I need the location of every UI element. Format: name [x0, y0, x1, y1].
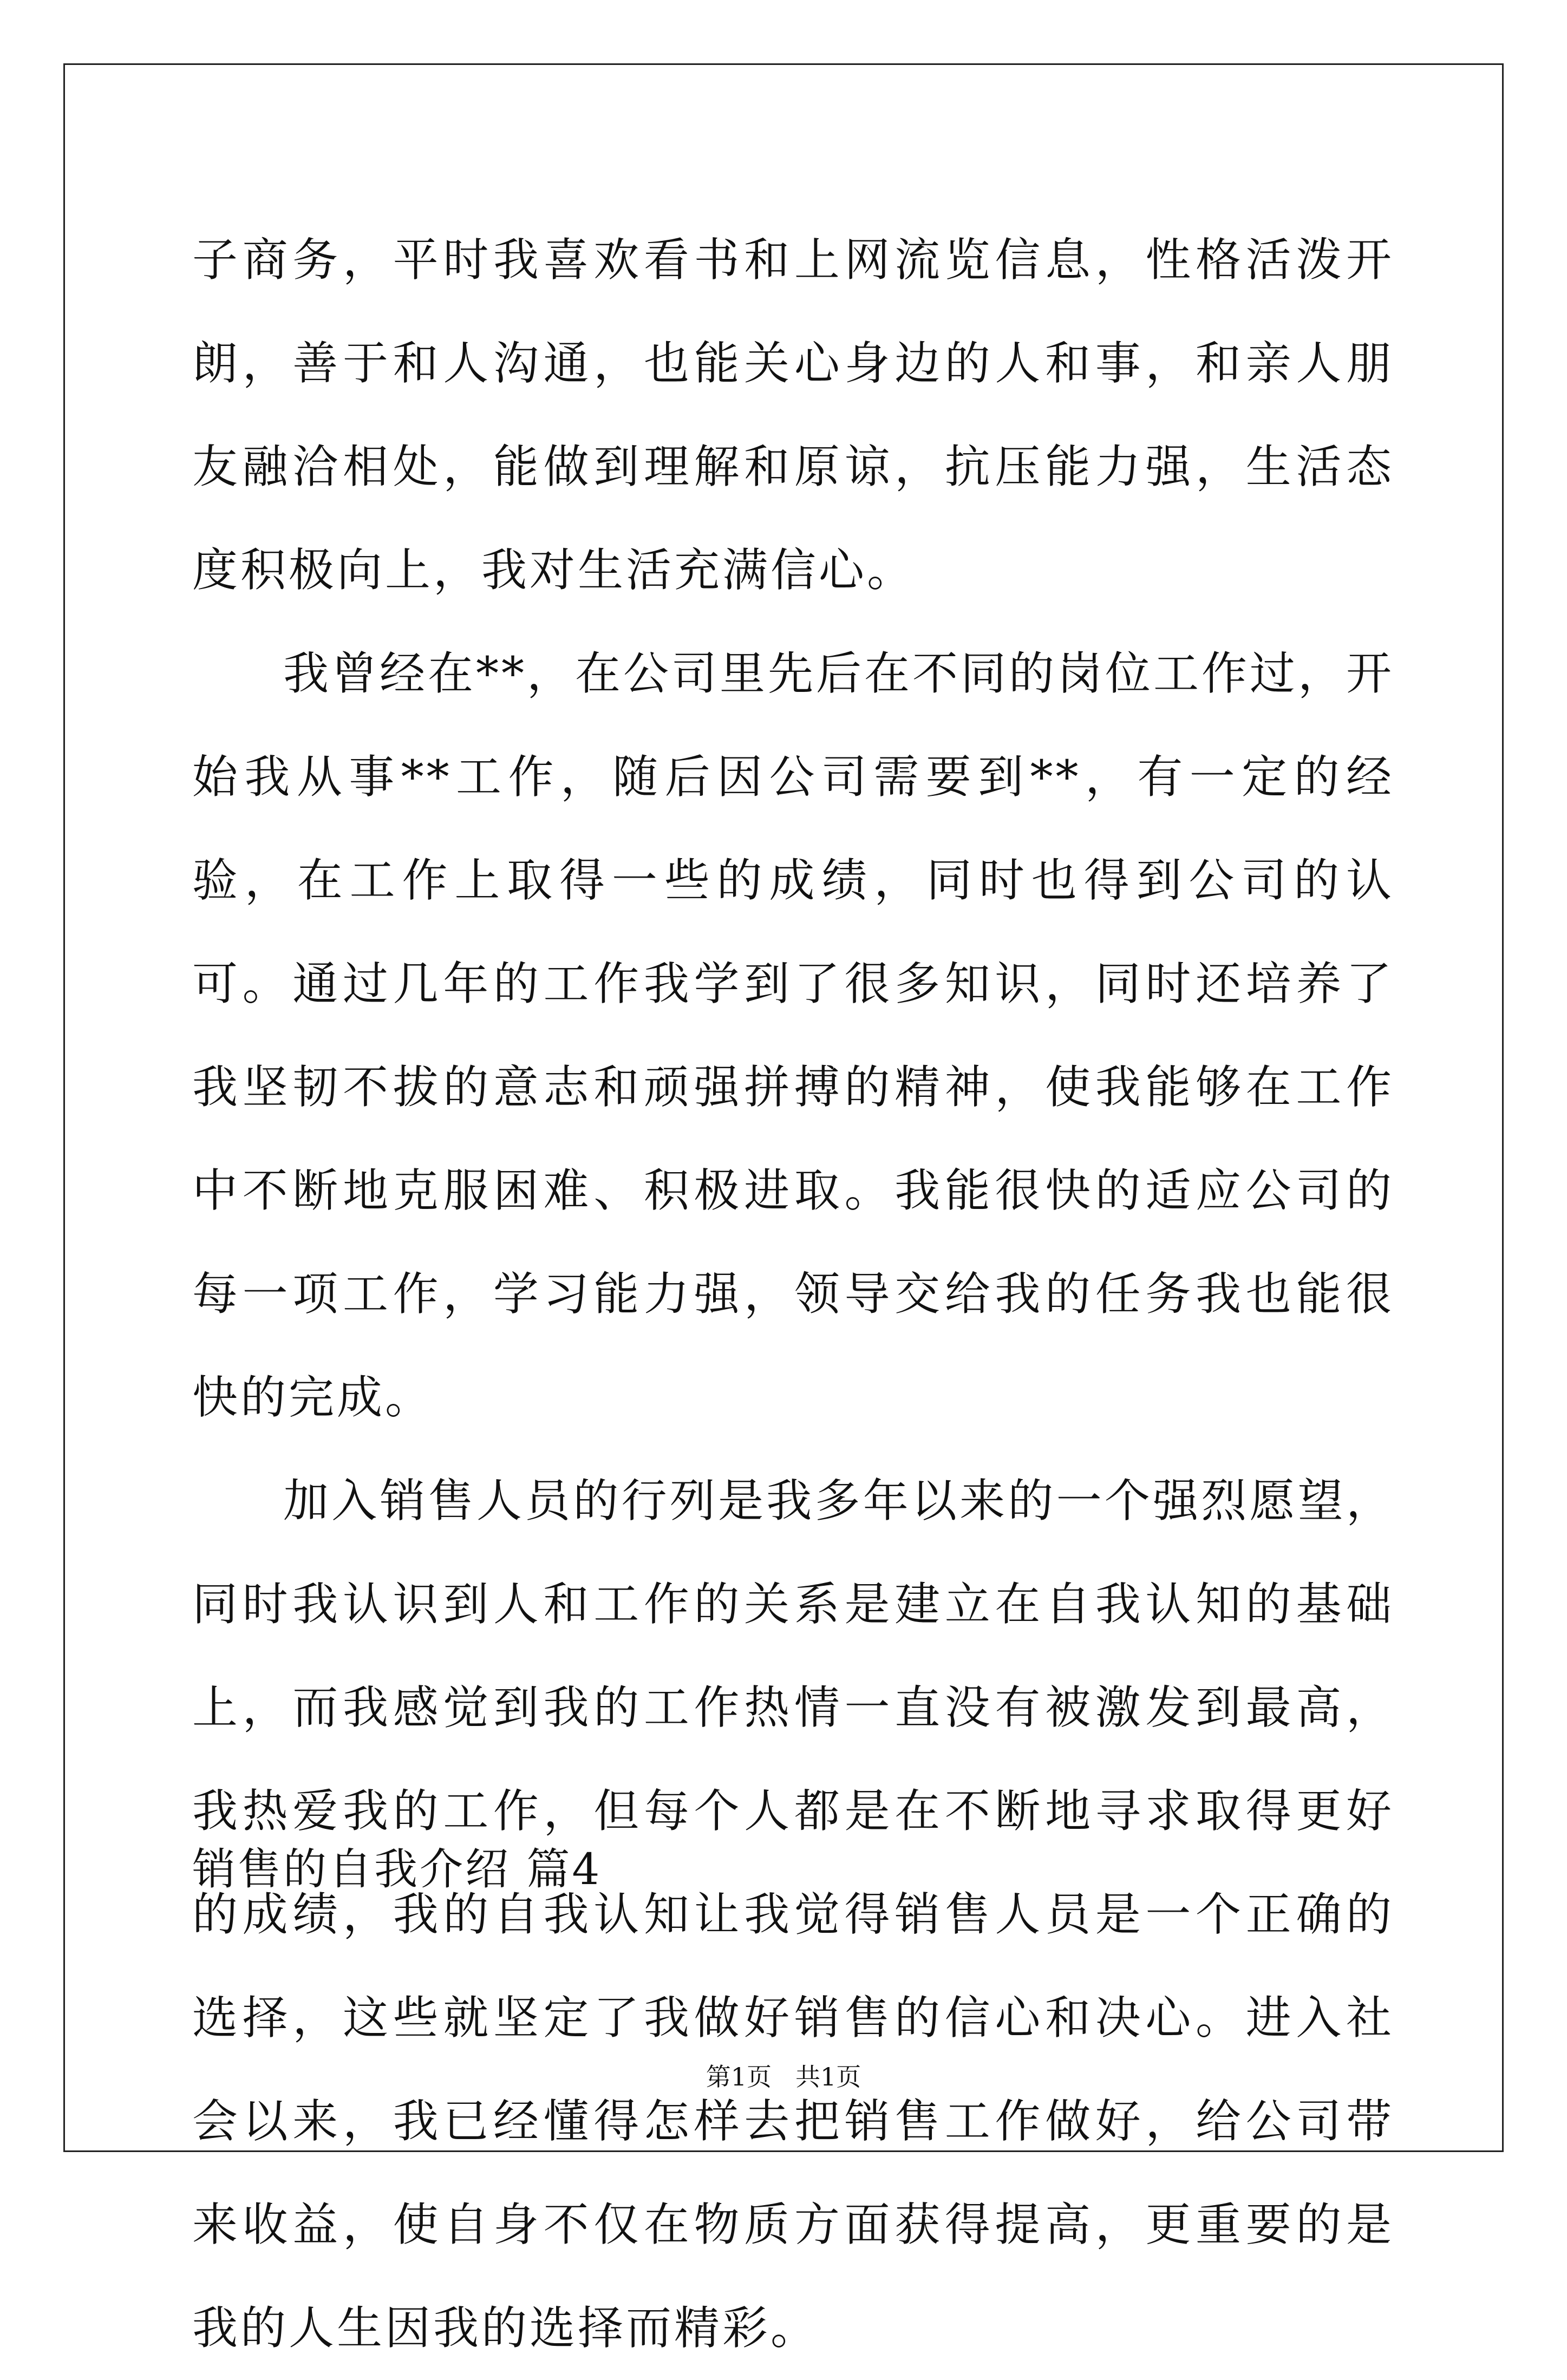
paragraph-work-experience: 我曾经在**，在公司里先后在不同的岗位工作过，开始我从事**工作，随后因公司需要到**，有一定的经验，在工作上取得一些的成绩，同时也得到公司的认可。通过几年的工作我学到了很多知识，同时还培养了我坚韧不拔的意志和顽强拼搏的精神，使我能够在工作中不断地克服困难、积极进取。我能很快的适应公司的每一项工作，学习能力强，领导交给我的任务我也能很快的完成。	[192, 647, 1395, 1424]
page-footer	[0, 2061, 1567, 2093]
paragraph-sales-aspiration: 加入销售人员的行列是我多年以来的一个强烈愿望，同时我认识到人和工作的关系是建立在自我认知的基础上，而我感觉到我的工作热情一直没有被激发到最高，我热爱我的工作，但每个人都是在不断地寻求取得更好的成绩，我的自我认知让我觉得销售人员是一个正确的选择，这些就坚定了我做好销售的信心和决心。进入社会以来，我已经懂得怎样去把销售工作做好，给公司带来收益，使自身不仅在物质方面获得提高，更重要的是我的人生因我的选择而精彩。	[192, 1474, 1394, 2355]
page-total: 共1页	[795, 2062, 861, 2091]
section-heading: 销售的自我介绍 篇4	[192, 1844, 602, 1894]
paragraph-continued: 子商务，平时我喜欢看书和上网流览信息，性格活泼开朗，善于和人沟通，也能关心身边的人和事，和亲人朋友融洽相处，能做到理解和原谅，抗压能力强，生活态度积极向上，我对生活充满信心。	[192, 233, 1394, 597]
page-number: 第1页	[706, 2062, 772, 2091]
document-body	[192, 208, 1394, 2380]
